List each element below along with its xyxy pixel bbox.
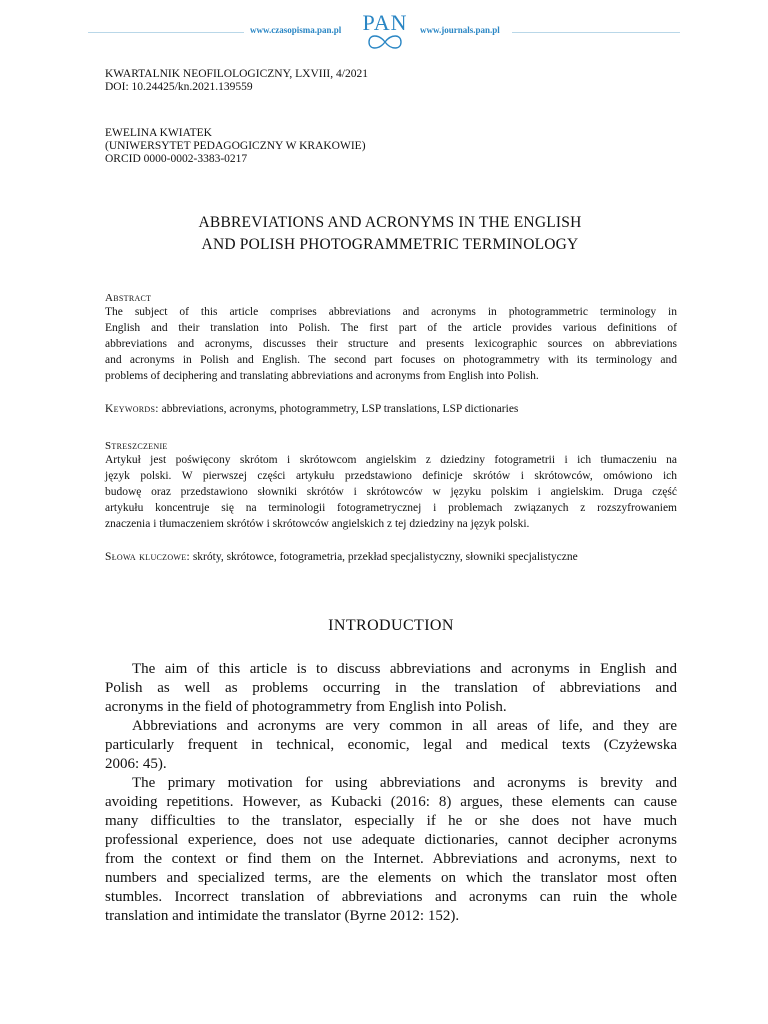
streszczenie-line: artykułu koncentruje się na terminologii fotogrametrycznej i problemach związanych z rozszyfrowaniem — [105, 502, 677, 514]
body-line: professional experience, does not use adequate dictionaries, cannot decipher acronyms — [105, 832, 677, 848]
abstract-line: The subject of this article comprises abbreviations and acronyms in photogrammetric terminology in — [105, 306, 677, 318]
title-line: ABBREVIATIONS AND ACRONYMS IN THE ENGLISH — [198, 214, 582, 231]
author-affiliation: (UNIWERSYTET PEDAGOGICZNY W KRAKOWIE) — [105, 140, 366, 152]
header-url-right[interactable]: www.journals.pan.pl — [420, 25, 500, 35]
streszczenie-section — [105, 440, 677, 532]
title-line: AND POLISH PHOTOGRAMMETRIC TERMINOLOGY — [201, 236, 579, 253]
streszczenie-line: Artykuł jest poświęcony skrótom i skrótowcom angielskim z dziedziny fotogrametrii i ich tłumaczeniu na — [105, 454, 677, 466]
pan-logo — [355, 12, 415, 64]
streszczenie-text — [105, 452, 677, 532]
doi[interactable]: DOI: 10.24425/kn.2021.139559 — [105, 81, 253, 93]
logo-text: PAN — [362, 10, 408, 35]
streszczenie-line: język polski. W pierwszej części artykułu przedstawiono definicje skrótów i skrótowców, omówiono ich — [105, 470, 677, 482]
slowa-kluczowe-label: Słowa kluczowe: — [105, 551, 190, 563]
header-url-left[interactable]: www.czasopisma.pan.pl — [250, 25, 342, 35]
body-line: numbers and specialized terms, are the elements on which the translator most often — [105, 870, 677, 886]
abstract-line: and acronyms in Polish and English. The second part focuses on photogrammetry with its terminology and — [105, 354, 677, 366]
infinity-icon — [365, 34, 405, 50]
streszczenie-heading: Streszczenie — [105, 440, 168, 452]
abstract-line: problems of deciphering and translating abbreviations and acronyms from English into Polish. — [105, 370, 539, 382]
keywords-label: Keywords: — [105, 403, 159, 415]
abstract-section — [105, 292, 677, 384]
body-line: 2006: 45). — [105, 756, 167, 772]
body-line: acronyms in the field of photogrammetry from English into Polish. — [105, 699, 507, 715]
keywords-section — [105, 401, 677, 417]
abstract-line: abbreviations and acronyms, discusses their structure and presents lexicographic sources on abbreviations — [105, 338, 677, 350]
streszczenie-line: budowę oraz przedstawiono słowniki skrótów i skrótowców w języku polskim i angielskim. Druga część — [105, 486, 677, 498]
author-name: EWELINA KWIATEK — [105, 127, 212, 139]
introduction-heading: INTRODUCTION — [328, 617, 454, 634]
body-line: avoiding repetitions. However, as Kubacki (2016: 8) argues, these elements can cause — [105, 794, 677, 810]
author-orcid[interactable]: ORCID 0000-0002-3383-0217 — [105, 153, 248, 165]
streszczenie-line: znaczenia i tłumaczeniem skrótów i skrótowców angielskich z tej dziedziny na język polski. — [105, 518, 530, 530]
abstract-heading: Abstract — [105, 292, 152, 304]
introduction-body — [105, 660, 677, 926]
journal-info — [105, 68, 368, 94]
abstract-line: English and their translation into Polish. The first part of the article provides various definitions of — [105, 322, 677, 334]
body-line: stumbles. Incorrect translation of abbreviations and acronyms can ruin the whole — [105, 889, 677, 905]
author-info — [105, 127, 366, 166]
body-line: The aim of this article is to discuss abbreviations and acronyms in English and — [132, 661, 677, 677]
keywords-text: abbreviations, acronyms, photogrammetry, LSP translations, LSP dictionaries — [158, 403, 519, 415]
body-line: Polish as well as problems occurring in the translation of abbreviations and — [105, 680, 677, 696]
header-rule-left — [88, 32, 244, 33]
slowa-kluczowe-text: skróty, skrótowce, fotogrametria, przekład specjalistyczny, słowniki specjalistyczne — [189, 551, 578, 563]
abstract-text — [105, 304, 677, 384]
header-rule-right — [512, 32, 680, 33]
slowa-kluczowe-section — [105, 549, 677, 565]
article-title — [105, 212, 675, 256]
journal-name: KWARTALNIK NEOFILOLOGICZNY, LXVIII, 4/2021 — [105, 68, 368, 80]
body-line: The primary motivation for using abbreviations and acronyms is brevity and — [132, 775, 677, 791]
body-line: many difficulties to the translator, especially if he or she does not have much — [105, 813, 677, 829]
body-line: translation and intimidate the translator (Byrne 2012: 152). — [105, 908, 460, 924]
body-line: Abbreviations and acronyms are very common in all areas of life, and they are — [132, 718, 677, 734]
body-line: particularly frequent in technical, economic, legal and medical texts (Czyżewska — [105, 737, 677, 753]
page-header — [0, 8, 768, 64]
body-line: from the context or find them on the Internet. Abbreviations and acronyms, next to — [105, 851, 677, 867]
